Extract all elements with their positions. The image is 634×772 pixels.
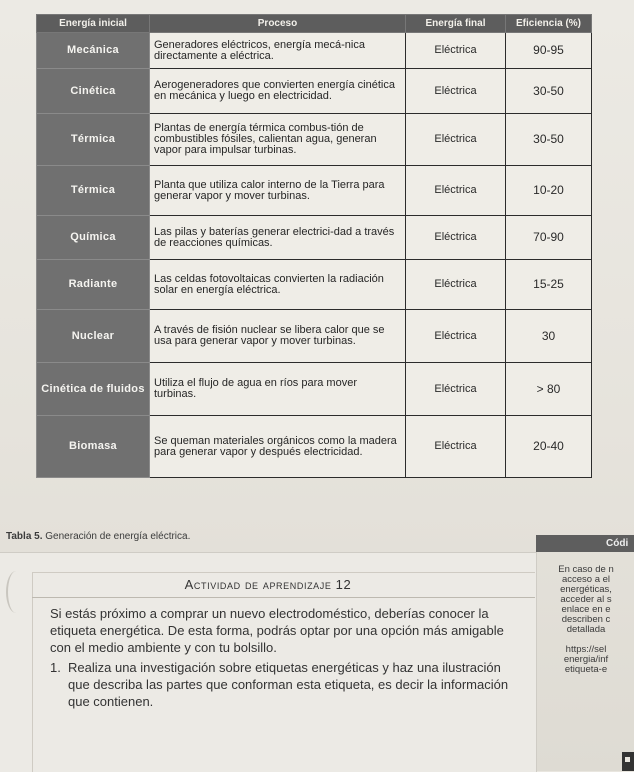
activity-title: Actividad de aprendizaje 12: [184, 577, 352, 592]
side-note-line: En caso de n: [558, 565, 614, 575]
cell-final: Eléctrica: [406, 363, 506, 416]
energy-generation-table: [36, 14, 592, 478]
caption-text: Generación de energía eléctrica.: [42, 531, 191, 542]
cell-efficiency: 30-50: [506, 69, 592, 114]
cell-final: Eléctrica: [406, 114, 506, 166]
cell-initial: Térmica: [37, 166, 150, 216]
table-row: [37, 216, 592, 260]
cell-process: Generadores eléctricos, energía mecá-nica directamente a eléctrica.: [150, 33, 406, 69]
cell-process: Las celdas fotovoltaicas convierten la radiación solar en energía eléctrica.: [150, 260, 406, 310]
side-url-line[interactable]: energia/inf: [563, 654, 609, 665]
cell-initial: Cinética de fluidos: [37, 363, 150, 416]
cell-final: Eléctrica: [406, 260, 506, 310]
table-row: [37, 114, 592, 166]
activity-task: [50, 659, 520, 710]
header-initial-energy: Energía inicial: [37, 15, 150, 33]
cell-initial: Nuclear: [37, 310, 150, 363]
table-row: [37, 33, 592, 69]
cell-process: Plantas de energía térmica combus-tión de combustibles fósiles, calientan agua, generan vapor para impulsar turbinas.: [150, 114, 406, 166]
side-url-line[interactable]: https://sel: [565, 644, 607, 655]
cell-initial: Biomasa: [37, 416, 150, 478]
cell-efficiency: 15-25: [506, 260, 592, 310]
cell-efficiency: 20-40: [506, 416, 592, 478]
cell-initial: Cinética: [37, 69, 150, 114]
cell-final: Eléctrica: [406, 416, 506, 478]
cell-process: Planta que utiliza calor interno de la Tierra para generar vapor y mover turbinas.: [150, 166, 406, 216]
qr-code-icon: [622, 752, 634, 771]
cell-final: Eléctrica: [406, 69, 506, 114]
side-note-line: energéticas,: [560, 584, 612, 595]
cell-process: Aerogeneradores que convierten energía cinética en mecánica y luego en electricidad.: [150, 69, 406, 114]
header-process: Proceso: [150, 15, 406, 33]
cell-efficiency: 90-95: [506, 33, 592, 69]
divider: [32, 597, 535, 598]
side-note: [538, 565, 634, 675]
table-row: [37, 363, 592, 416]
cell-final: Eléctrica: [406, 216, 506, 260]
side-note-line: acceder al s: [560, 594, 612, 605]
cell-initial: Térmica: [37, 114, 150, 166]
side-note-line: describen c: [561, 614, 611, 625]
task-number: 1.: [50, 660, 61, 675]
caption-label: Tabla 5.: [6, 531, 43, 542]
table-caption: [6, 531, 190, 542]
header-efficiency: Eficiencia (%): [506, 15, 592, 33]
table-row: [37, 260, 592, 310]
cell-initial: Química: [37, 216, 150, 260]
cell-process: Se queman materiales orgánicos como la madera para generar vapor y después electricidad.: [150, 416, 406, 478]
divider: [32, 572, 33, 772]
cell-final: Eléctrica: [406, 33, 506, 69]
cell-process: Utiliza el flujo de agua en ríos para mover turbinas.: [150, 363, 406, 416]
task-text: Realiza una investigación sobre etiquetas energéticas y haz una ilustración que describa las partes que conforman esta etiqueta, es decir la información que contienen.: [68, 660, 509, 709]
header-final-energy: Energía final: [406, 15, 506, 33]
side-url-line[interactable]: etiqueta-e: [564, 664, 608, 675]
cell-final: Eléctrica: [406, 310, 506, 363]
side-note-line: acceso a el: [561, 574, 611, 585]
cell-initial: Radiante: [37, 260, 150, 310]
cell-process: Las pilas y baterías generar electrici-dad a través de reacciones químicas.: [150, 216, 406, 260]
cell-final: Eléctrica: [406, 166, 506, 216]
side-note-line: detallada: [566, 624, 606, 635]
activity-box: [0, 552, 537, 772]
table-row: [37, 416, 592, 478]
table-row: [37, 69, 592, 114]
table-row: [37, 310, 592, 363]
cell-efficiency: 30-50: [506, 114, 592, 166]
table-row: [37, 166, 592, 216]
table-header-row: [37, 15, 592, 33]
code-banner: Códi: [536, 535, 634, 552]
cell-efficiency: 30: [506, 310, 592, 363]
cell-efficiency: 10-20: [506, 166, 592, 216]
activity-intro: Si estás próximo a comprar un nuevo electrodoméstico, deberías conocer la etiqueta energética. De esta forma, podrás optar por una opción más amigable con el medio ambiente y con tu bolsillo.: [50, 606, 504, 655]
cell-initial: Mecánica: [37, 33, 150, 69]
cell-process: A través de fisión nuclear se libera calor que se usa para generar vapor y mover turbinas.: [150, 310, 406, 363]
side-note-line: enlace en e: [561, 604, 611, 615]
cell-efficiency: > 80: [506, 363, 592, 416]
cell-efficiency: 70-90: [506, 216, 592, 260]
